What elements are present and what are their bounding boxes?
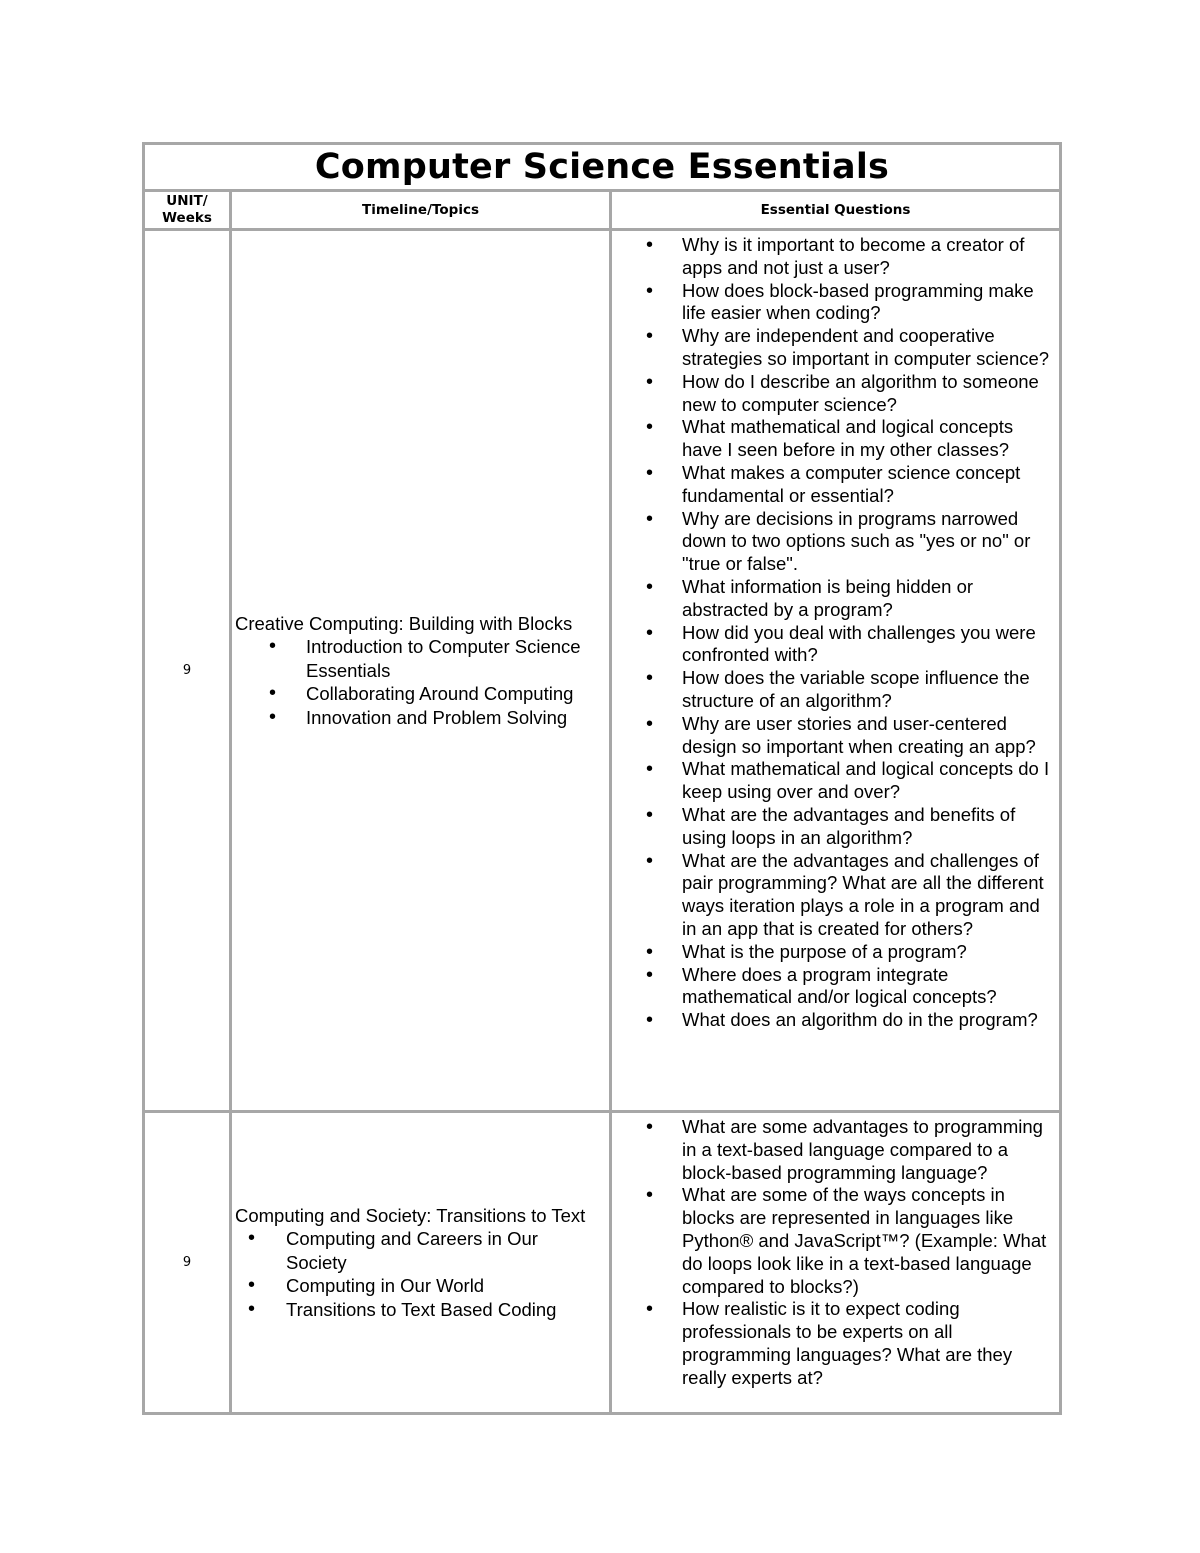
list-item: • What does an algorithm do in the program?	[612, 1009, 1059, 1032]
list-item: • Why is it important to become a creator of apps and not just a user?	[612, 234, 1059, 280]
list-item: • Computing in Our World	[235, 1274, 609, 1298]
list-item: • Innovation and Problem Solving	[235, 706, 609, 730]
list-item: • What makes a computer science concept fundamental or essential?	[612, 462, 1059, 508]
list-item: • How does the variable scope influence the structure of an algorithm?	[612, 667, 1059, 713]
list-item: • What information is being hidden or abstracted by a program?	[612, 576, 1059, 622]
list-item: • Where does a program integrate mathematical and/or logical concepts?	[612, 964, 1059, 1010]
list-item: • What are the advantages and benefits of using loops in an algorithm?	[612, 804, 1059, 850]
document-title: Computer Science Essentials	[144, 144, 1061, 191]
list-item: • What are some of the ways concepts in blocks are represented in languages like Python® and JavaScript™? (Example: What do loops look like in a text-based language compared to blocks?)	[612, 1184, 1059, 1298]
list-item: • What are some advantages to programming in a text-based language compared to a block-based programming language?	[612, 1116, 1059, 1184]
list-item: • What is the purpose of a program?	[612, 941, 1059, 964]
topic-list	[235, 635, 609, 729]
header-unit-weeks: UNIT/ Weeks	[144, 191, 231, 230]
question-list	[612, 231, 1059, 1032]
list-item: • Collaborating Around Computing	[235, 682, 609, 706]
title-row	[144, 144, 1061, 191]
list-item: • How does block-based programming make life easier when coding?	[612, 280, 1059, 326]
list-item: • Computing and Careers in Our Society	[235, 1227, 609, 1274]
topics-cell	[231, 230, 611, 1112]
header-timeline-topics: Timeline/Topics	[231, 191, 611, 230]
list-item: • How did you deal with challenges you were confronted with?	[612, 622, 1059, 668]
questions-cell	[611, 1112, 1061, 1414]
unit-weeks-value: 9	[144, 230, 231, 1112]
topics-cell	[231, 1112, 611, 1414]
unit-weeks-value: 9	[144, 1112, 231, 1414]
list-item: • How realistic is it to expect coding professionals to be experts on all programming languages? What are they really experts at?	[612, 1298, 1059, 1389]
table-row	[144, 1112, 1061, 1414]
list-item: • Introduction to Computer Science Essentials	[235, 635, 609, 682]
list-item: • What mathematical and logical concepts do I keep using over and over?	[612, 758, 1059, 804]
list-item: • What mathematical and logical concepts have I seen before in my other classes?	[612, 416, 1059, 462]
header-row	[144, 191, 1061, 230]
topic-title: Computing and Society: Transitions to Text	[235, 1204, 586, 1226]
curriculum-table	[142, 142, 1062, 1415]
list-item: • Why are independent and cooperative strategies so important in computer science?	[612, 325, 1059, 371]
list-item: • How do I describe an algorithm to someone new to computer science?	[612, 371, 1059, 417]
topic-title: Creative Computing: Building with Blocks	[235, 612, 573, 634]
questions-cell	[611, 230, 1061, 1112]
list-item: • What are the advantages and challenges of pair programming? What are all the different ways iteration plays a role in a program and in an app that is created for others?	[612, 850, 1059, 941]
list-item: • Why are user stories and user-centered design so important when creating an app?	[612, 713, 1059, 759]
list-item: • Transitions to Text Based Coding	[235, 1298, 609, 1322]
list-item: • Why are decisions in programs narrowed down to two options such as "yes or no" or "true or false".	[612, 508, 1059, 576]
topic-list	[235, 1227, 609, 1321]
question-list	[612, 1113, 1059, 1390]
header-essential-questions: Essential Questions	[611, 191, 1061, 230]
table-row	[144, 230, 1061, 1112]
